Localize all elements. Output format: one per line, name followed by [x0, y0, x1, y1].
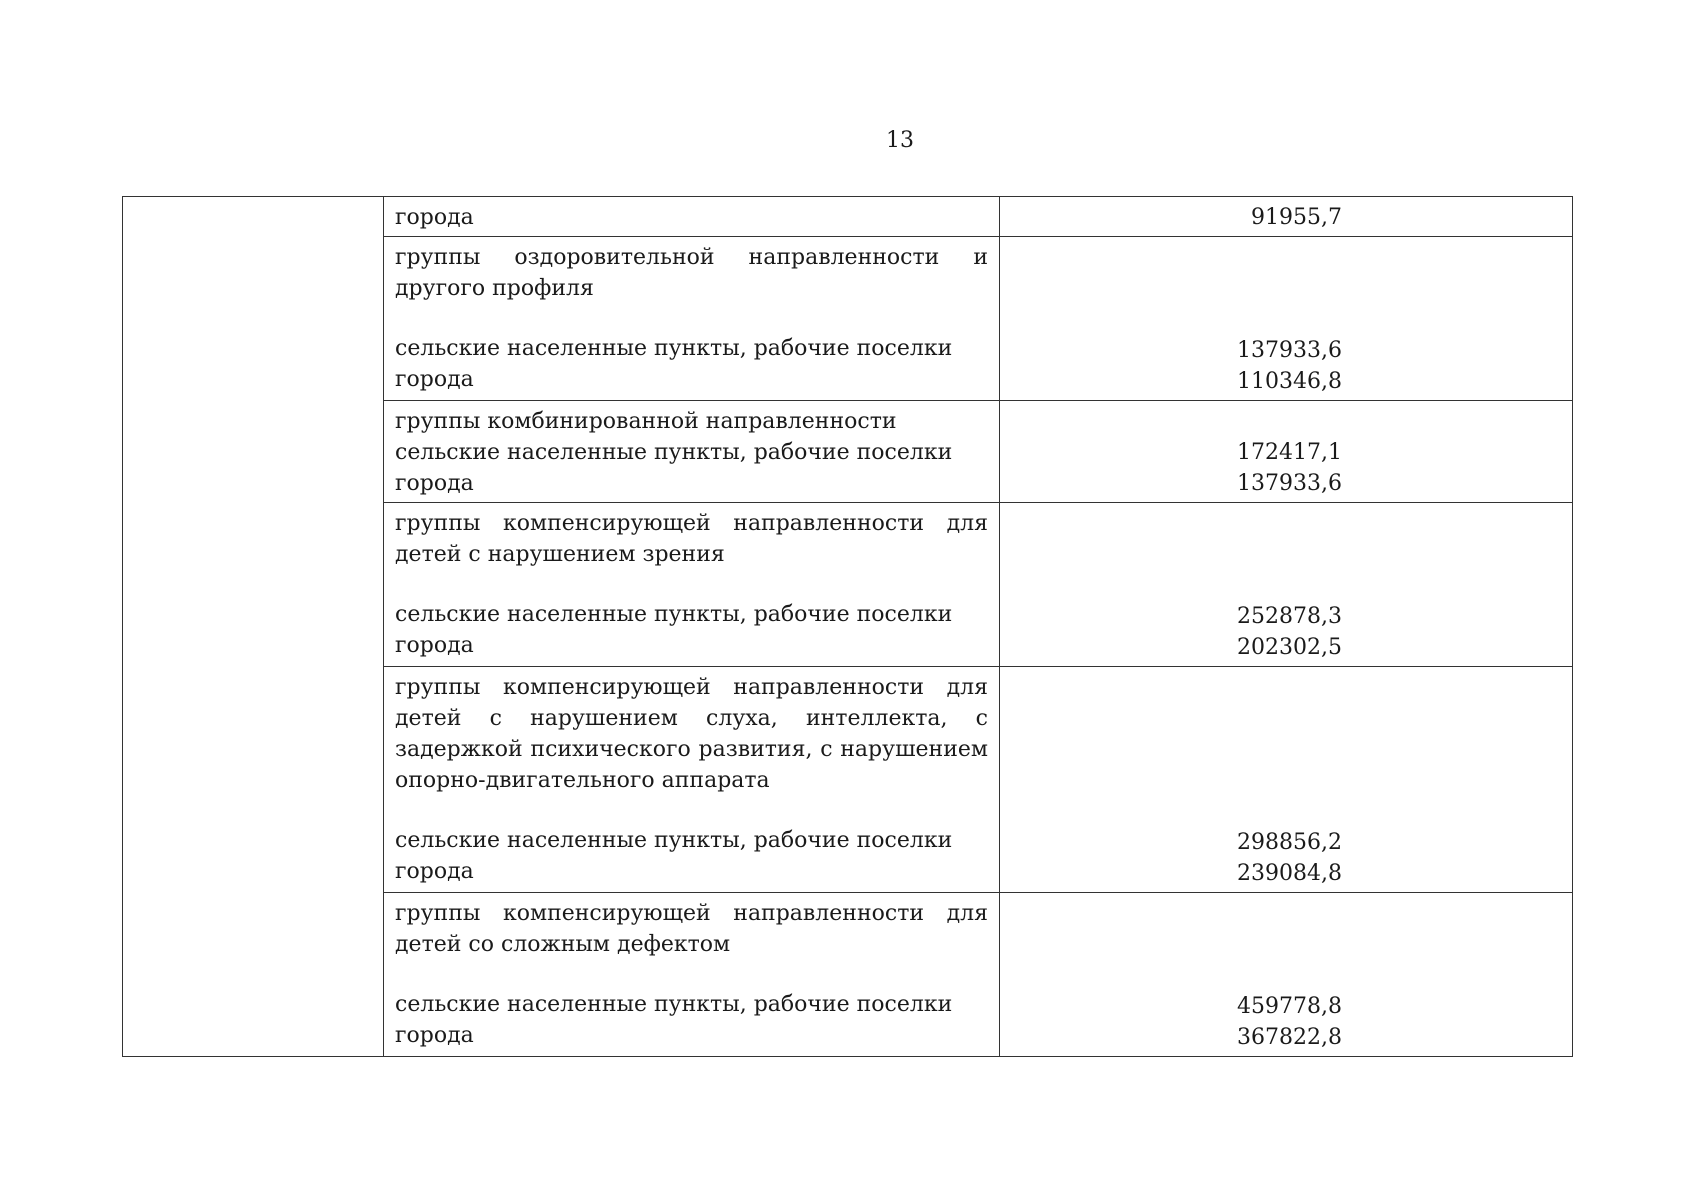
settlement-type-label: города	[395, 205, 474, 230]
spacer	[395, 570, 988, 599]
category-description-cell	[384, 401, 1000, 503]
settlement-type-label: города	[395, 633, 474, 658]
settlement-type-label: города	[395, 1023, 474, 1048]
rate-value-cell	[1000, 237, 1573, 401]
value-spacer	[1000, 898, 1342, 929]
rate-value: 137933,6	[1237, 471, 1342, 496]
value-spacer	[1000, 406, 1342, 437]
empty-first-column	[123, 197, 384, 1057]
rate-value-cell	[1000, 503, 1573, 667]
group-type-heading: группы компенсирующей направленности для детей с нарушением зрения	[395, 511, 988, 567]
group-type-heading: группы комбинированной направленности	[395, 409, 897, 434]
category-description-cell	[384, 667, 1000, 893]
category-description-cell	[384, 893, 1000, 1057]
spacer	[395, 960, 988, 989]
value-spacer	[1000, 672, 1342, 703]
group-type-heading: группы компенсирующей направленности для детей с нарушением слуха, интеллекта, с задержкой психического развития, с нарушением опорно-двигательного аппарата	[395, 675, 988, 793]
spacer	[395, 796, 988, 825]
category-description-cell	[384, 503, 1000, 667]
category-description-cell	[384, 197, 1000, 237]
rate-value: 298856,2	[1237, 830, 1342, 855]
rate-value: 110346,8	[1237, 369, 1342, 394]
settlement-type-label: сельские населенные пункты, рабочие поселки	[395, 336, 953, 361]
value-spacer	[1000, 765, 1342, 796]
value-spacer	[1000, 273, 1342, 304]
rate-value: 239084,8	[1237, 861, 1342, 886]
rate-value: 459778,8	[1237, 994, 1342, 1019]
value-spacer	[1000, 703, 1342, 734]
settlement-type-label: сельские населенные пункты, рабочие поселки	[395, 440, 953, 465]
settlement-type-label: сельские населенные пункты, рабочие поселки	[395, 992, 953, 1017]
settlement-type-label: города	[395, 859, 474, 884]
rate-value: 172417,1	[1237, 440, 1342, 465]
rate-value: 367822,8	[1237, 1025, 1342, 1050]
value-spacer	[1000, 242, 1342, 273]
rate-value: 202302,5	[1237, 635, 1342, 660]
page-number: 13	[886, 128, 914, 153]
value-spacer	[1000, 734, 1342, 765]
rate-value-cell	[1000, 893, 1573, 1057]
settlement-type-label: сельские населенные пункты, рабочие поселки	[395, 828, 953, 853]
value-spacer	[1000, 304, 1342, 335]
rate-value: 91955,7	[1251, 205, 1342, 230]
value-spacer	[1000, 796, 1342, 827]
rate-value: 252878,3	[1237, 604, 1342, 629]
value-spacer	[1000, 508, 1342, 539]
group-type-heading: группы оздоровительной направленности и другого профиля	[395, 245, 988, 301]
settlement-type-label: города	[395, 471, 474, 496]
rate-value: 137933,6	[1237, 338, 1342, 363]
rate-value-cell	[1000, 667, 1573, 893]
value-spacer	[1000, 960, 1342, 991]
value-spacer	[1000, 929, 1342, 960]
spacer	[395, 304, 988, 333]
rates-table	[122, 196, 1573, 1057]
table-body	[123, 197, 1573, 1057]
value-spacer	[1000, 539, 1342, 570]
settlement-type-label: города	[395, 367, 474, 392]
rate-value-cell	[1000, 197, 1573, 237]
category-description-cell	[384, 237, 1000, 401]
group-type-heading: группы компенсирующей направленности для детей со сложным дефектом	[395, 901, 988, 957]
table-row	[123, 197, 1573, 237]
rate-value-cell	[1000, 401, 1573, 503]
value-spacer	[1000, 570, 1342, 601]
settlement-type-label: сельские населенные пункты, рабочие поселки	[395, 602, 953, 627]
